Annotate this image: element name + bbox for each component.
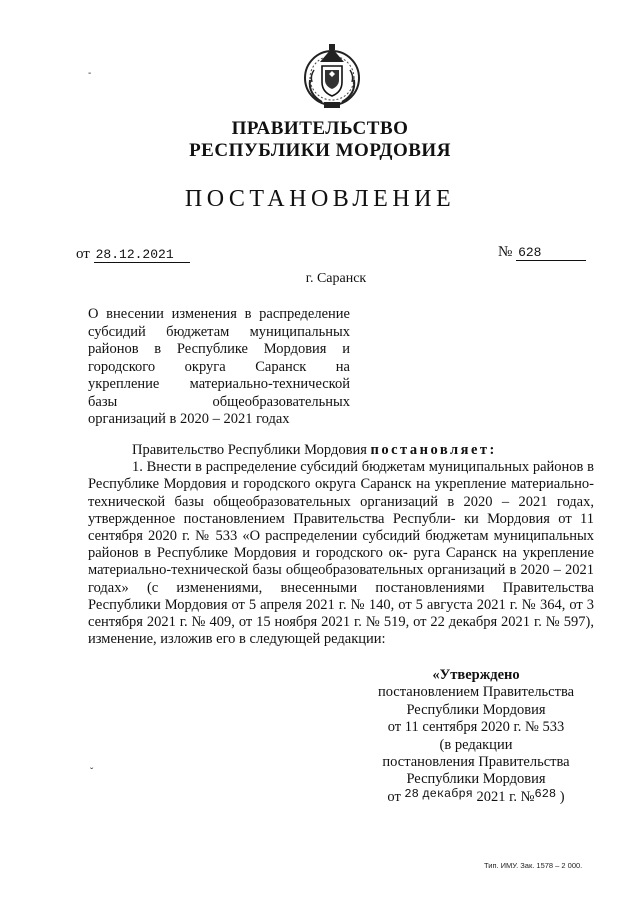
- approval-final-month: декабря: [422, 786, 473, 801]
- document-body: [88, 442, 594, 648]
- approval-line: от 11 сентября 2020 г. № 533: [387, 719, 565, 736]
- approval-final-prefix: от: [387, 788, 401, 805]
- approval-line: постановлением Правительства: [377, 684, 575, 701]
- number-row: [498, 244, 586, 261]
- approval-final-line: [368, 786, 584, 807]
- subject-line: субсидий бюджетам муниципальных: [88, 323, 350, 340]
- document-type-title: ПОСТАНОВЛЕНИЕ: [184, 186, 456, 212]
- date-row: [76, 246, 190, 263]
- subject-line: О внесении изменения в распределение: [88, 306, 350, 322]
- approval-final-year: 2021 г. №: [476, 788, 535, 805]
- preamble-decree-word: постановляет:: [370, 442, 497, 458]
- preamble-text: Правительство Республики Мордовия: [132, 442, 367, 458]
- margin-mark-top: -: [88, 68, 92, 79]
- approval-final-close: ): [559, 788, 565, 805]
- approval-line: (в редакции: [439, 736, 513, 753]
- approval-final-number: 628: [534, 786, 557, 801]
- approval-heading: «Утверждено: [432, 667, 520, 683]
- subject-line: городского округа Саранск на: [88, 358, 350, 375]
- subject-line: базы общеобразовательных: [88, 393, 350, 410]
- item-1-paragraph: 1. Внести в распределение субсидий бюджетам муниципальных районов в Республике Мордовия и городского округа Саранск на укрепление материально-технической базы общеобразовательных организаций в 2020 – 2021 годах, утвержденное постановлением Правительства Республи- ки Мордовия от 11 сентября 2020 г. № 533 «О распределении субсидий бюджетам муниципальных районов в Республике Мордовия и городского ок- руга Саранск на укрепление материально-технической базы общеобразовательных организаций в 2020 – 2021 годах» (с изменениями, внесенными постановлениями Правительства Республики Мордовия от 5 апреля 2021 г. № 140, от 5 августа 2021 г. № 364, от 3 сентября 2021 г. № 409, от 15 ноября 2021 г. № 519, от 22 декабря 2021 г. № 597), изменение, изложив его в следующей редакции:: [88, 459, 594, 648]
- government-title-line1: ПРАВИТЕЛЬСТВО: [231, 118, 409, 139]
- number-value: 628: [516, 246, 586, 261]
- margin-mark-bottom: ˇ: [90, 767, 94, 778]
- approval-block: [368, 667, 584, 807]
- subject-line: районов в Республике Мордовия и: [88, 341, 350, 357]
- subject-line: укрепление материально-технической: [88, 376, 350, 392]
- city: г. Саранск: [305, 271, 367, 286]
- approval-line: Республики Мордовия: [406, 771, 546, 788]
- approval-final-day: 28: [404, 786, 419, 801]
- date-prefix: от: [76, 246, 90, 262]
- preamble-paragraph: [88, 442, 594, 459]
- document-subject: [88, 306, 350, 429]
- approval-line: Республики Мордовия: [406, 701, 546, 718]
- approval-line: постановления Правительства: [382, 754, 570, 771]
- coat-of-arms-emblem: [300, 40, 364, 112]
- number-prefix: №: [498, 244, 513, 260]
- government-title-line2: РЕСПУБЛИКИ МОРДОВИЯ: [189, 140, 451, 161]
- print-mark: Тип. ИМУ. Зак. 1578 – 2 000.: [484, 861, 583, 870]
- subject-line: организаций в 2020 – 2021 годах: [88, 411, 290, 427]
- date-value: 28.12.2021: [94, 248, 190, 263]
